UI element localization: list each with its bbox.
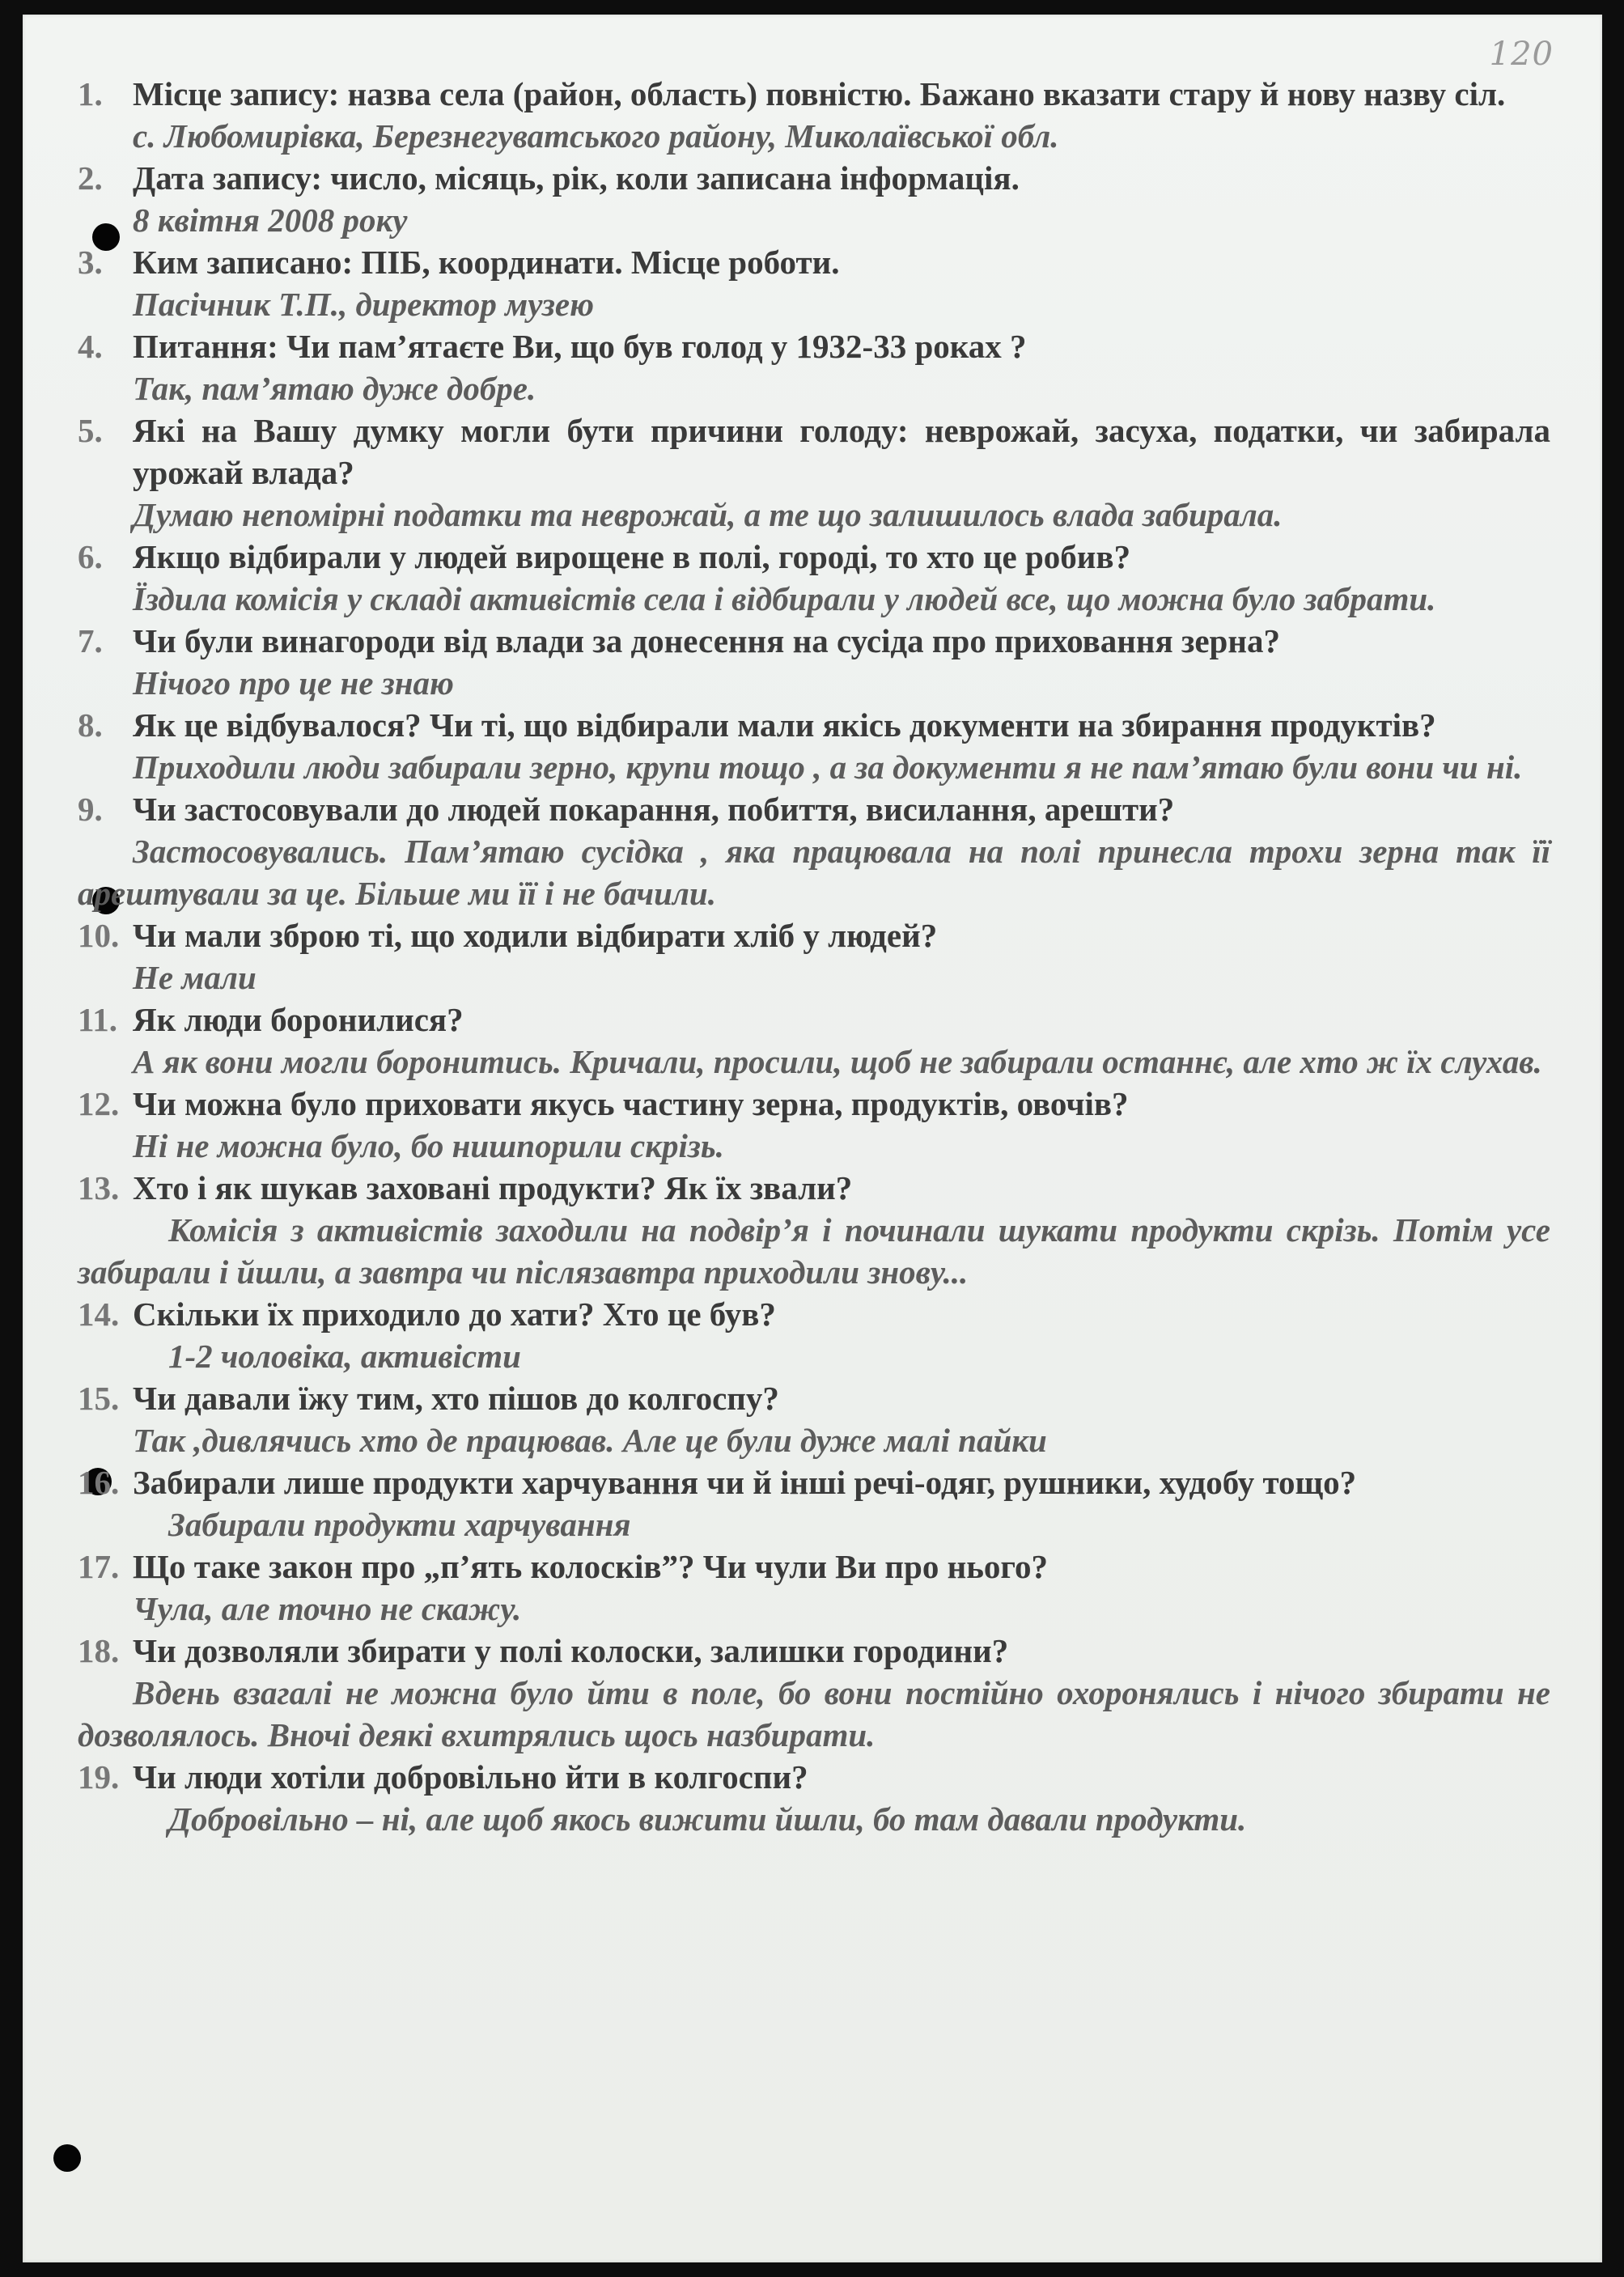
answer-17: Чула, але точно не скажу. <box>133 1590 522 1627</box>
question-11: 11. Як люди боронилися? <box>78 1001 464 1038</box>
question-15: 15. Чи давали їжу тим, хто пішов до колгоспу? <box>78 1380 779 1417</box>
question-7: 7. Чи були винагороди від влади за донесення на сусіда про приховання зерна? <box>78 622 1280 659</box>
answer-8: Приходили люди забирали зерно, крупи тощо , а за документи я не пам’ятаю були вони чи ні. <box>133 748 1523 786</box>
answer-16: Забирали продукти харчування <box>168 1506 631 1543</box>
answer-9: Застосовувались. Пам’ятаю сусідка , яка працювала на полі принесла трохи зерна так її арештували за це. Більше ми її і не бачили. <box>78 833 1550 912</box>
answer-7: Нічого про це не знаю <box>133 664 454 702</box>
questionnaire <box>78 73 1550 1840</box>
answer-15: Так ,дивлячись хто де працював. Але це були дуже малі пайки <box>133 1422 1047 1459</box>
punch-hole-bottom <box>53 2144 81 2172</box>
document-page <box>23 15 1602 2262</box>
answer-1: с. Любомирівка, Березнегуватського району, Миколаївської обл. <box>133 117 1059 155</box>
question-4: 4. Питання: Чи пам’ятаєте Ви, що був голод у 1932-33 роках ? <box>78 328 1027 365</box>
question-12: 12. Чи можна було приховати якусь частину зерна, продуктів, овочів? <box>78 1085 1129 1122</box>
question-9: 9. Чи застосовували до людей покарання, побиття, висилання, арешти? <box>78 791 1175 828</box>
question-6: 6. Якщо відбирали у людей вирощене в полі, городі, то хто це робив? <box>78 538 1131 575</box>
question-13: 13. Хто і як шукав заховані продукти? Як їх звали? <box>78 1169 853 1206</box>
question-14: 14. Скільки їх приходило до хати? Хто це був? <box>78 1295 776 1333</box>
answer-2: 8 квітня 2008 року <box>133 201 408 239</box>
answer-5: Думаю непомірні податки та неврожай, а те що залишилось влада забирала. <box>133 496 1283 533</box>
answer-19: Добровільно – ні, але щоб якось вижити йшли, бо там давали продукти. <box>168 1800 1247 1838</box>
question-8: 8. Як це відбувалося? Чи ті, що відбирали мали якісь документи на збирання продуктів? <box>78 706 1436 744</box>
question-10: 10. Чи мали зброю ті, що ходили відбирати хліб у людей? <box>78 917 938 954</box>
answer-10: Не мали <box>133 959 257 996</box>
answer-3: Пасічник Т.П., директор музею <box>133 286 594 323</box>
answer-13: Комісія з активістів заходили на подвір’я і починали шукати продукти скрізь. Потім усе забирали і йшли, а завтра чи післязавтра приходили знову... <box>78 1211 1550 1291</box>
question-16: 16. Забирали лише продукти харчування чи й інші речі-одяг, рушники, худобу тощо? <box>78 1464 1357 1501</box>
answer-18: Вдень взагалі не можна було йти в поле, бо вони постійно охоронялись і нічого збирати не дозволялось. Вночі деякі вхитрялись щось назбирати. <box>78 1674 1550 1753</box>
question-1: 1. Місце запису: назва села (район, область) повністю. Бажано вказати стару й нову назву сіл. <box>78 75 1506 112</box>
answer-11: А як вони могли боронитись. Кричали, просили, щоб не забирали останнє, але хто ж їх слухав. <box>133 1043 1542 1080</box>
answer-4: Так, пам’ятаю дуже добре. <box>133 370 536 407</box>
answer-14: 1-2 чоловіка, активісти <box>168 1338 521 1375</box>
answer-6: Їздила комісія у складі активістів села і відбирали у людей все, що можна було забрати. <box>133 580 1436 617</box>
question-17: 17. Що таке закон про „п’ять колосків”? Чи чули Ви про нього? <box>78 1548 1048 1585</box>
question-5: 5. Які на Вашу думку могли бути причини голоду: неврожай, засуха, податки, чи забирала урожай влада? <box>78 412 1550 491</box>
page-number: 120 <box>1489 36 1554 73</box>
question-19: 19. Чи люди хотіли добровільно йти в колгоспи? <box>78 1758 808 1796</box>
question-3: 3. Ким записано: ПІБ, координати. Місце роботи. <box>78 244 840 281</box>
question-18: 18. Чи дозволяли збирати у полі колоски, залишки городини? <box>78 1632 1009 1669</box>
answer-12: Ні не можна було, бо нишпорили скрізь. <box>133 1127 724 1164</box>
question-2: 2. Дата запису: число, місяць, рік, коли записана інформація. <box>78 159 1020 197</box>
